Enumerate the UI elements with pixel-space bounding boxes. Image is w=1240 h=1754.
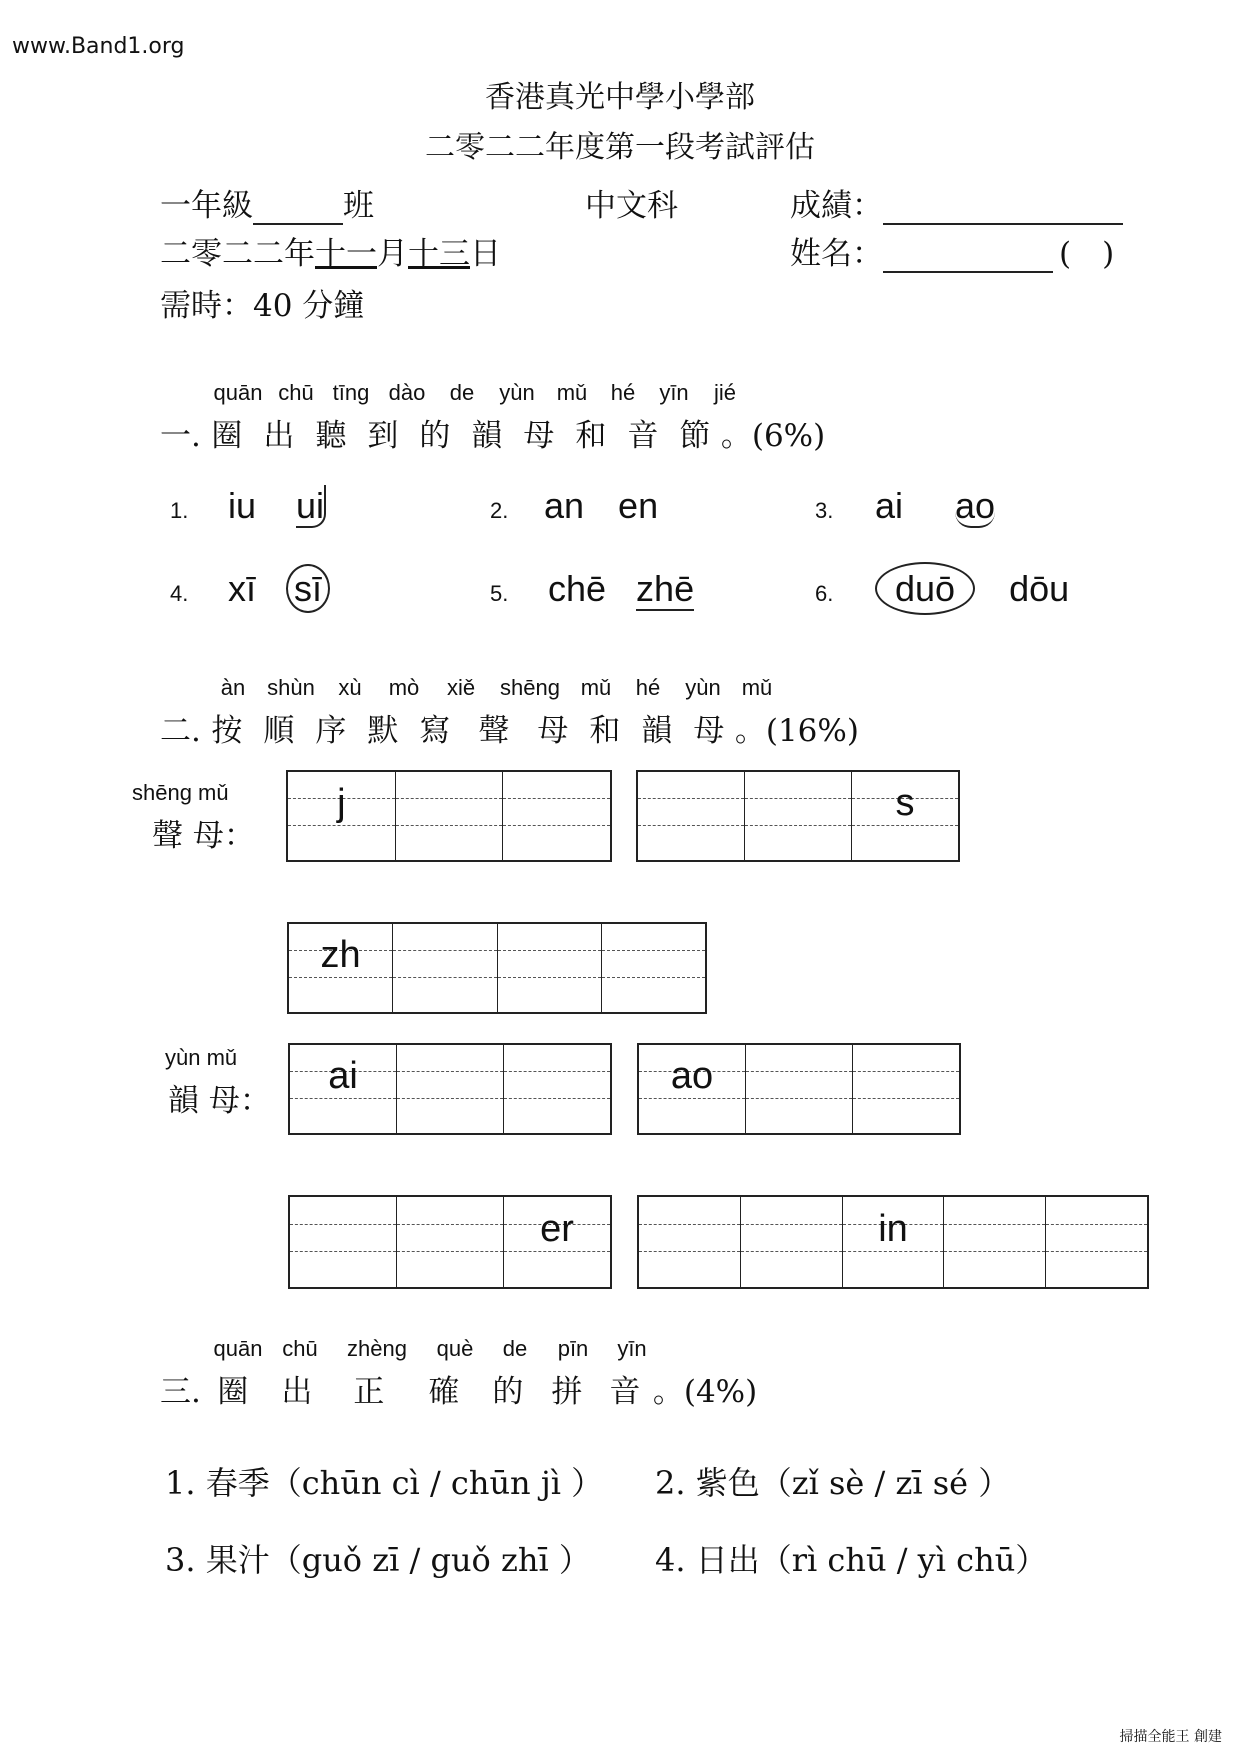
q1-item-3 xyxy=(815,485,995,527)
heading-char: 拼 xyxy=(551,1374,583,1410)
name-paren: ( ) xyxy=(1059,236,1115,272)
heading-char: 正 xyxy=(353,1374,385,1410)
pinyin: jié xyxy=(713,380,736,405)
pinyin: quān xyxy=(213,380,263,405)
pinyin: shùn xyxy=(267,675,315,700)
writing-grid-2 xyxy=(636,770,960,862)
pinyin: xiě xyxy=(446,675,476,700)
shengmu-label: 聲 母： xyxy=(152,818,255,854)
grid-cell[interactable]: zh xyxy=(289,924,393,1012)
option-b: dōu xyxy=(1009,568,1070,609)
pinyin: yīn xyxy=(659,380,689,405)
option-b: ui xyxy=(296,485,325,526)
grid-cell[interactable] xyxy=(639,1197,741,1287)
q3-item-1: 1. 春季（chūn cì / chūn jì ） xyxy=(165,1464,604,1502)
grid-cell[interactable] xyxy=(393,924,497,1012)
option-b: sī xyxy=(286,564,330,613)
grade-row xyxy=(160,180,374,225)
item-number: 6. xyxy=(815,581,834,606)
pinyin: dào xyxy=(388,380,426,405)
sec1-heading xyxy=(160,410,825,455)
heading-char: 到 xyxy=(367,418,399,454)
heading-char: 圈 xyxy=(217,1374,249,1410)
heading-char: 韻 xyxy=(471,418,503,454)
heading-char: 出 xyxy=(281,1374,313,1410)
grid-cell[interactable] xyxy=(741,1197,843,1287)
heading-char: 確 xyxy=(428,1374,460,1410)
item-number: 4. xyxy=(170,581,189,606)
score-label: 成績： xyxy=(790,188,883,224)
q1-item-2 xyxy=(490,485,658,527)
score-blank xyxy=(883,223,1123,225)
grade-label: 一年級 xyxy=(160,188,253,224)
section-number: 三. xyxy=(160,1374,201,1410)
item-number: 2. xyxy=(490,498,509,523)
grid-cell[interactable] xyxy=(1046,1197,1147,1287)
heading-char: 和 xyxy=(575,418,607,454)
date-day: 十三 xyxy=(408,236,470,272)
grid-cell[interactable] xyxy=(944,1197,1046,1287)
name-blank xyxy=(883,271,1053,273)
shengmu-pinyin: shēng mǔ xyxy=(132,780,229,805)
pinyin: mǔ xyxy=(741,675,773,700)
q3-item-4: 4. 日出（rì chū / yì chū） xyxy=(655,1541,1048,1579)
heading-char: 聲 xyxy=(478,713,510,749)
sec1-pinyin xyxy=(208,380,750,406)
pinyin: quān xyxy=(213,1336,263,1361)
pinyin: de xyxy=(502,1336,528,1361)
option-a: chē xyxy=(548,568,607,609)
heading-char: 序 xyxy=(315,713,347,749)
heading-char: 默 xyxy=(367,713,399,749)
option-a: ai xyxy=(875,485,904,526)
watermark: www.Band1.org xyxy=(12,34,185,59)
pinyin: chū xyxy=(278,380,314,405)
heading-char: 的 xyxy=(419,418,451,454)
grid-cell[interactable]: er xyxy=(504,1197,610,1287)
pinyin: hé xyxy=(610,380,636,405)
option-b: en xyxy=(618,485,659,526)
writing-grid-6 xyxy=(288,1195,612,1289)
writing-grid-7 xyxy=(637,1195,1149,1289)
item-number: 5. xyxy=(490,581,509,606)
option-a: duō xyxy=(875,562,975,615)
sec2-pinyin xyxy=(208,675,782,701)
heading-char: 音 xyxy=(609,1374,641,1410)
date-month-label: 月 xyxy=(377,236,408,272)
section-score: 。(6%) xyxy=(720,418,826,454)
name-label: 姓名： xyxy=(790,236,883,272)
class-label: 班 xyxy=(343,188,374,224)
pinyin: tīng xyxy=(332,380,370,405)
section-number: 一. xyxy=(160,418,201,454)
date-month: 十一 xyxy=(315,236,377,272)
footer-scanner-credit: 掃描全能王 創建 xyxy=(1119,1729,1222,1745)
heading-char: 母 xyxy=(537,713,569,749)
grid-cell[interactable]: in xyxy=(843,1197,945,1287)
grid-cell[interactable] xyxy=(853,1045,959,1133)
date-row xyxy=(160,228,501,273)
grid-cell[interactable] xyxy=(498,924,602,1012)
section-score: 。(16%) xyxy=(734,713,859,749)
grid-cell[interactable] xyxy=(397,1045,504,1133)
heading-char: 按 xyxy=(211,713,243,749)
date-year: 二零二二年 xyxy=(160,236,315,272)
grid-cell[interactable] xyxy=(504,1045,610,1133)
pinyin: què xyxy=(436,1336,474,1361)
option-a: iu xyxy=(228,485,257,526)
pinyin: mǔ xyxy=(556,380,588,405)
q1-item-4 xyxy=(170,568,330,610)
pinyin: yīn xyxy=(617,1336,647,1361)
heading-char: 音 xyxy=(627,418,659,454)
pinyin: shēng xyxy=(500,675,560,700)
heading-char: 聽 xyxy=(315,418,347,454)
writing-grid-5 xyxy=(637,1043,961,1135)
heading-char: 母 xyxy=(693,713,725,749)
q1-item-6 xyxy=(815,568,1069,610)
grid-cell[interactable] xyxy=(602,924,705,1012)
heading-char: 圈 xyxy=(211,418,243,454)
sec3-heading xyxy=(160,1366,757,1411)
pinyin: de xyxy=(449,380,475,405)
exam-title: 二零二二年度第一段考試評估 xyxy=(425,130,815,165)
score-row xyxy=(790,180,1123,225)
heading-char: 的 xyxy=(492,1374,524,1410)
section-score: 。(4%) xyxy=(652,1374,758,1410)
class-blank xyxy=(253,223,343,225)
q3-item-2: 2. 紫色（zǐ sè / zī sé ） xyxy=(655,1464,1011,1502)
pinyin: mò xyxy=(388,675,420,700)
grid-cell[interactable] xyxy=(503,772,610,860)
section-number: 二. xyxy=(160,713,201,749)
pinyin: xù xyxy=(338,675,362,700)
writing-grid-3 xyxy=(287,922,707,1014)
pinyin: mǔ xyxy=(580,675,612,700)
q1-item-1 xyxy=(170,485,326,527)
grid-cell[interactable]: ao xyxy=(639,1045,746,1133)
heading-char: 順 xyxy=(263,713,295,749)
pinyin: zhèng xyxy=(347,1336,407,1361)
date-day-label: 日 xyxy=(470,236,501,272)
q1-item-5 xyxy=(490,568,694,610)
grid-cell[interactable] xyxy=(638,772,745,860)
heading-char: 母 xyxy=(523,418,555,454)
pinyin: pīn xyxy=(557,1336,589,1361)
option-b: ao xyxy=(955,485,996,526)
option-a: an xyxy=(544,485,585,526)
grid-cell[interactable] xyxy=(746,1045,853,1133)
name-row xyxy=(790,228,1114,273)
yunmu-pinyin: yùn mǔ xyxy=(165,1045,238,1070)
sec3-pinyin xyxy=(208,1336,660,1362)
grid-cell[interactable] xyxy=(396,772,504,860)
grid-cell[interactable] xyxy=(745,772,852,860)
sec2-heading xyxy=(160,705,859,750)
heading-char: 寫 xyxy=(419,713,451,749)
heading-char: 和 xyxy=(589,713,621,749)
pinyin: yùn xyxy=(685,675,721,700)
item-number: 1. xyxy=(170,498,189,523)
writing-grid-1 xyxy=(286,770,612,862)
pinyin: hé xyxy=(635,675,661,700)
pinyin: àn xyxy=(220,675,246,700)
subject: 中文科 xyxy=(585,188,678,224)
heading-char: 出 xyxy=(263,418,295,454)
yunmu-label: 韻 母： xyxy=(168,1083,271,1119)
item-number: 3. xyxy=(815,498,834,523)
grid-cell[interactable]: s xyxy=(852,772,958,860)
grid-cell[interactable]: ai xyxy=(290,1045,397,1133)
option-a: xī xyxy=(228,568,257,609)
grid-cell[interactable] xyxy=(290,1197,397,1287)
grid-cell[interactable]: j xyxy=(288,772,396,860)
option-b: zhē xyxy=(636,568,695,609)
pinyin: yùn xyxy=(499,380,535,405)
q3-item-3: 3. 果汁（guǒ zī / guǒ zhī ） xyxy=(165,1541,591,1579)
heading-char: 節 xyxy=(679,418,711,454)
duration: 需時：40 分鐘 xyxy=(160,288,365,324)
pinyin: chū xyxy=(282,1336,318,1361)
heading-char: 韻 xyxy=(641,713,673,749)
grid-cell[interactable] xyxy=(397,1197,504,1287)
writing-grid-4 xyxy=(288,1043,612,1135)
school-title: 香港真光中學小學部 xyxy=(485,80,755,115)
